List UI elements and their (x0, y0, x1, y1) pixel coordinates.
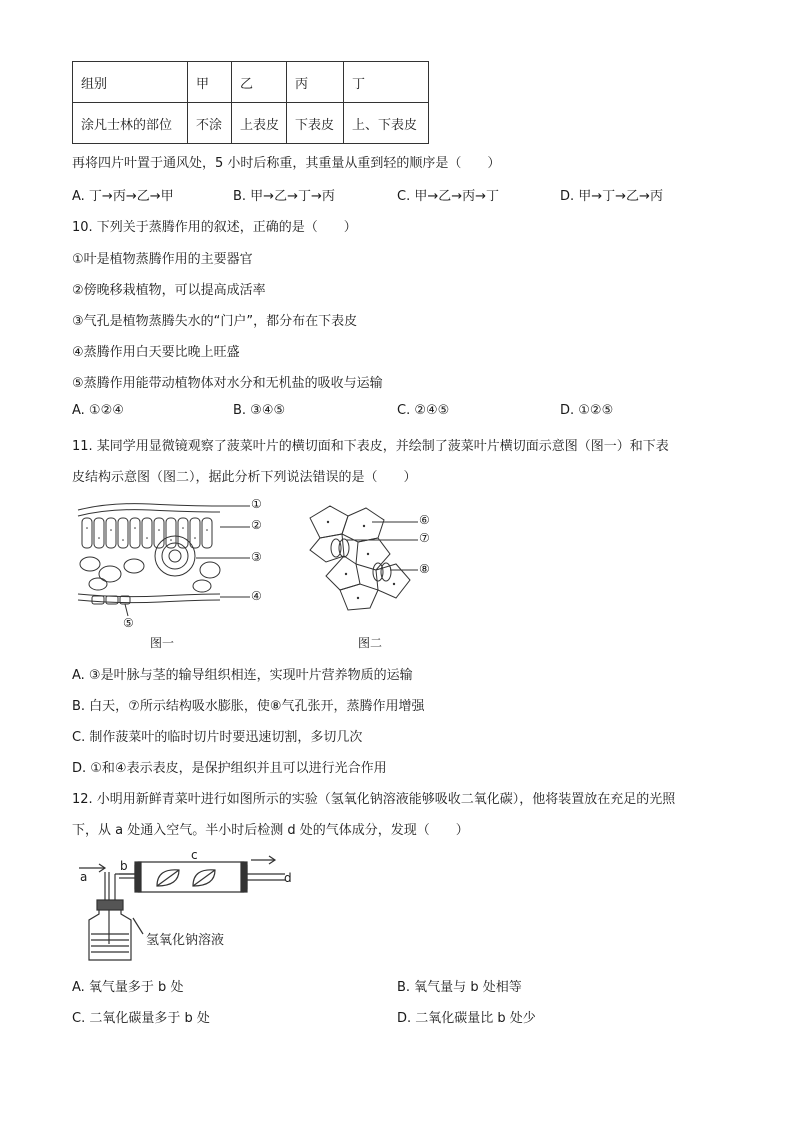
q9-option-d: D. 甲→丁→乙→丙 (560, 189, 663, 204)
q10-option-d: D. ①②⑤ (560, 403, 614, 418)
fig1-label-2: ② (251, 518, 262, 532)
q10-stem: 10. 下列关于蒸腾作用的叙述，正确的是（ ） (72, 220, 357, 235)
fig1-label-3: ③ (251, 550, 262, 564)
apparatus-label-c: c (191, 848, 198, 862)
fig1-label-1: ① (251, 497, 262, 511)
table-cell: 不涂 (188, 103, 232, 144)
experiment-table (72, 61, 429, 144)
fig2-caption: 图二 (358, 636, 383, 650)
fig2-label-8: ⑧ (419, 562, 430, 576)
q12-option-a: A. 氧气量多于 b 处 (72, 980, 184, 995)
q9-option-a: A. 丁→丙→乙→甲 (72, 189, 174, 204)
q11-option-a: A. ③是叶脉与茎的输导组织相连，实现叶片营养物质的运输 (72, 668, 413, 683)
apparatus-label-d: d (284, 871, 292, 885)
fig1-caption: 图一 (150, 636, 175, 650)
table-header-row (73, 62, 429, 103)
table-cell: 丙 (287, 62, 344, 103)
leaf-cross-section-figure (70, 494, 270, 634)
fig1-label-5: ⑤ (123, 616, 134, 630)
q12-stem-line2: 下，从 a 处通入空气。半小时后检测 d 处的气体成分，发现（ ） (72, 823, 469, 838)
q10-item-1: ①叶是植物蒸腾作用的主要器官 (72, 252, 253, 267)
experiment-apparatus-figure (75, 848, 305, 968)
q11-option-c: C. 制作菠菜叶的临时切片时要迅速切割，多切几次 (72, 730, 363, 745)
q11-stem-line2: 皮结构示意图（图二），据此分析下列说法错误的是（ ） (72, 470, 417, 485)
table-row (73, 103, 429, 144)
q11-option-b: B. 白天，⑦所示结构吸水膨胀，使⑧气孔张开，蒸腾作用增强 (72, 699, 425, 714)
q10-item-5: ⑤蒸腾作用能带动植物体对水分和无机盐的吸收与运输 (72, 376, 383, 391)
fig1-label-4: ④ (251, 589, 262, 603)
q9-option-c: C. 甲→乙→丙→丁 (397, 189, 500, 204)
q9-stem: 再将四片叶置于通风处，5 小时后称重，其重量从重到轻的顺序是（ ） (72, 156, 501, 171)
q12-option-d: D. 二氧化碳量比 b 处少 (397, 1011, 536, 1026)
q12-option-b: B. 氧气量与 b 处相等 (397, 980, 522, 995)
q10-option-a: A. ①②④ (72, 403, 124, 418)
table-cell: 上、下表皮 (344, 103, 429, 144)
q11-stem-line1: 11. 某同学用显微镜观察了菠菜叶片的横切面和下表皮，并绘制了菠菜叶片横切面示意图（图一）和下表 (72, 439, 669, 454)
table-cell: 丁 (344, 62, 429, 103)
q10-item-4: ④蒸腾作用白天要比晚上旺盛 (72, 345, 240, 360)
table-cell: 涂凡士林的部位 (73, 103, 188, 144)
fig2-label-7: ⑦ (419, 531, 430, 545)
apparatus-label-b: b (120, 859, 128, 873)
q9-option-b: B. 甲→乙→丁→丙 (233, 189, 335, 204)
q10-option-b: B. ③④⑤ (233, 403, 286, 418)
q11-option-d: D. ①和④表示表皮，是保护组织并且可以进行光合作用 (72, 761, 387, 776)
q12-option-c: C. 二氧化碳量多于 b 处 (72, 1011, 210, 1026)
apparatus-label-a: a (80, 870, 88, 884)
table-cell: 上表皮 (232, 103, 287, 144)
table-cell: 甲 (188, 62, 232, 103)
q10-item-3: ③气孔是植物蒸腾失水的“门户”，都分布在下表皮 (72, 314, 358, 329)
fig2-label-6: ⑥ (419, 513, 430, 527)
solution-label: 氢氧化钠溶液 (146, 933, 225, 948)
q12-stem-line1: 12. 小明用新鲜青菜叶进行如图所示的实验（氢氧化钠溶液能够吸收二氧化碳），他将装置放在充足的光照 (72, 792, 676, 807)
q10-option-c: C. ②④⑤ (397, 403, 450, 418)
table-cell: 乙 (232, 62, 287, 103)
table-cell: 下表皮 (287, 103, 344, 144)
q10-item-2: ②傍晚移栽植物，可以提高成活率 (72, 283, 266, 298)
table-cell: 组别 (73, 62, 188, 103)
